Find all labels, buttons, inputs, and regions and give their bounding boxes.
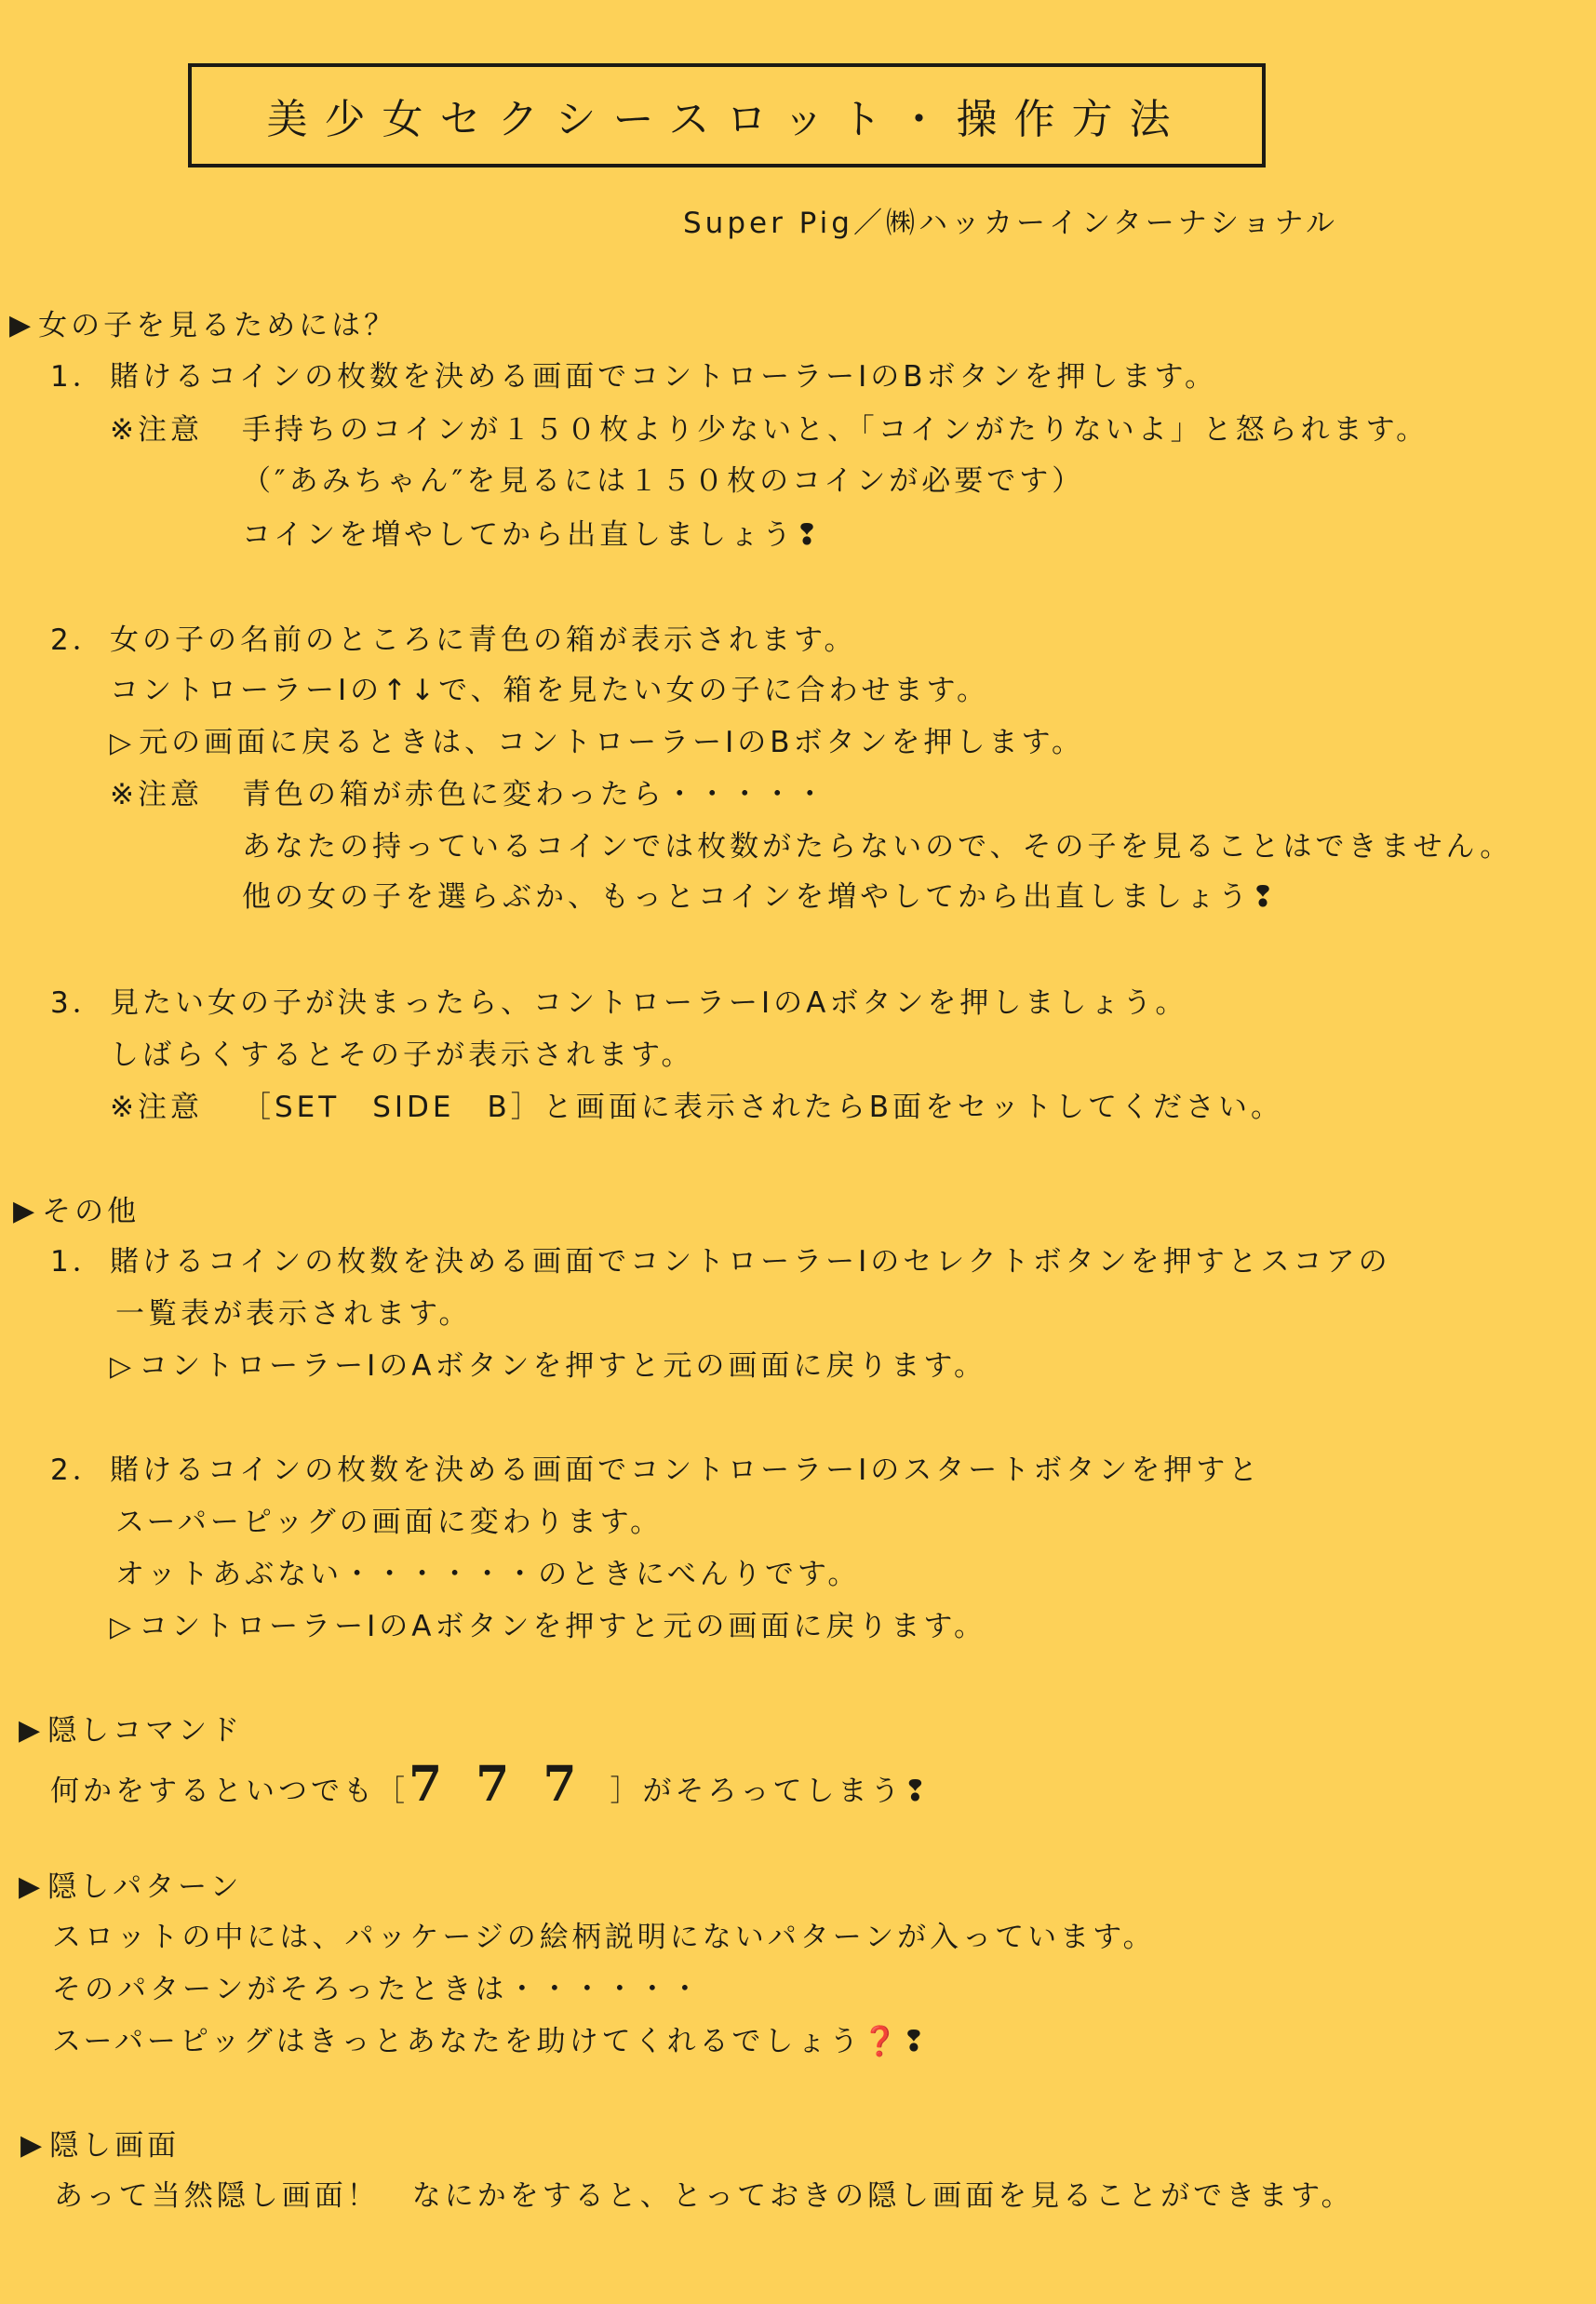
- note: [110, 1089, 1283, 1126]
- item-text: 賭けるコインの枚数を決める画面でコントローラーⅠのセレクトボタンを押すとスコアの: [110, 1245, 1391, 1279]
- list-item: [50, 985, 1187, 1022]
- body-line: あって当然隠し画面！ なにかをすると、とっておきの隠し画面を見ることができます。: [54, 2179, 1354, 2213]
- filled-triangle-icon: ▶: [9, 309, 35, 342]
- list-item: [50, 1243, 1391, 1280]
- outline-triangle-icon: ▷: [110, 727, 136, 759]
- section-heading-view-girls: [9, 307, 396, 344]
- section-heading-hidden-pattern: [19, 1869, 242, 1906]
- title-box: [188, 63, 1266, 167]
- section-heading-hidden-screen: [20, 2127, 180, 2164]
- section-heading-text: 隠しパターン: [47, 1870, 243, 1904]
- sub-item-text: コントローラーⅠのAボタンを押すと元の画面に戻ります。: [139, 1610, 986, 1643]
- body-line: そのパターンがそろったときは・・・・・・: [52, 1973, 704, 2006]
- note-line: あなたの持っているコインでは枚数がたらないので、その子を見ることはできません。: [242, 830, 1513, 864]
- sub-item: [110, 1347, 986, 1386]
- item-number: 1．: [50, 360, 105, 394]
- item-number: 2．: [50, 1453, 105, 1487]
- triple-seven: 777: [409, 1756, 610, 1813]
- note-label: ※注意: [110, 778, 203, 811]
- section-heading-text: その他: [42, 1195, 141, 1228]
- item-line: オットあぶない・・・・・・のときにべんりです。: [115, 1558, 861, 1591]
- note-line: （″あみちゃん″を見るには１５０枚のコインが必要です）: [242, 464, 1085, 498]
- section-heading-text: 隠しコマンド: [47, 1714, 244, 1748]
- list-item: [50, 358, 1217, 395]
- list-item: [50, 622, 857, 659]
- item-number: 3．: [50, 986, 105, 1020]
- command-text-pre: 何かをするといつでも［: [50, 1775, 409, 1808]
- section-heading-other: [13, 1193, 140, 1230]
- note-label: ※注意: [110, 413, 203, 447]
- item-line: スーパーピッグの画面に変わります。: [115, 1506, 664, 1539]
- page-title: 美少女セクシースロット・操作方法: [266, 96, 1187, 143]
- hidden-command-line: [50, 1756, 932, 1817]
- filled-triangle-icon: ▶: [19, 1714, 45, 1747]
- section-heading-text: 女の子を見るためには？: [38, 309, 397, 342]
- filled-triangle-icon: ▶: [19, 1870, 45, 1903]
- author-credit: Super Pig／㈱ハッカーインターナショナル: [683, 207, 1338, 240]
- sub-item-text: 元の画面に戻るときは、コントローラーⅠのBボタンを押します。: [139, 726, 1085, 759]
- section-heading-hidden-command: [19, 1712, 243, 1749]
- sub-item-text: コントローラーⅠのAボタンを押すと元の画面に戻ります。: [139, 1349, 986, 1383]
- note-text: ［SET SIDE B］と画面に表示されたらB面をセットしてください。: [242, 1091, 1284, 1124]
- item-text: 賭けるコインの枚数を決める画面でコントローラーⅠのスタートボタンを押すと: [110, 1453, 1262, 1487]
- item-text: 見たい女の子が決まったら、コントローラーⅠのAボタンを押しましょう。: [110, 986, 1188, 1020]
- item-number: 2．: [50, 623, 105, 657]
- item-line: コントローラーⅠの↑↓で、箱を見たい女の子に合わせます。: [110, 674, 989, 707]
- item-line: 一覧表が表示されます。: [115, 1297, 472, 1331]
- note-text: 手持ちのコインが１５０枚より少ないと、「コインがたりないよ」と怒られます。: [242, 413, 1429, 447]
- outline-triangle-icon: ▷: [110, 1350, 136, 1383]
- note-line: コインを増やしてから出直しましょう❢: [242, 518, 824, 552]
- filled-triangle-icon: ▶: [20, 2129, 47, 2162]
- outline-triangle-icon: ▷: [110, 1611, 136, 1643]
- body-line: スロットの中には、パッケージの絵柄説明にないパターンが入っています。: [52, 1921, 1156, 1954]
- note-text: 青色の箱が赤色に変わったら・・・・・: [242, 778, 828, 811]
- item-text: 賭けるコインの枚数を決める画面でコントローラーⅠのBボタンを押します。: [110, 360, 1217, 394]
- sub-item: [110, 1608, 986, 1646]
- body-line: スーパーピッグはきっとあなたを助けてくれるでしょう❓❢: [52, 2025, 930, 2058]
- command-text-post: ］がそろってしまう❢: [610, 1775, 932, 1808]
- note-label: ※注意: [110, 1091, 203, 1124]
- note-line: 他の女の子を選らぶか、もっとコインを増やしてから出直しましょう❢: [242, 880, 1280, 914]
- item-text: 女の子の名前のところに青色の箱が表示されます。: [110, 623, 857, 657]
- section-heading-text: 隠し画面: [49, 2129, 181, 2163]
- sub-item: [110, 724, 1084, 762]
- note: [110, 411, 1428, 449]
- item-line: しばらくするとその子が表示されます。: [110, 1038, 694, 1072]
- item-number: 1．: [50, 1245, 105, 1279]
- list-item: [50, 1452, 1261, 1489]
- filled-triangle-icon: ▶: [13, 1195, 39, 1227]
- note: [110, 776, 828, 813]
